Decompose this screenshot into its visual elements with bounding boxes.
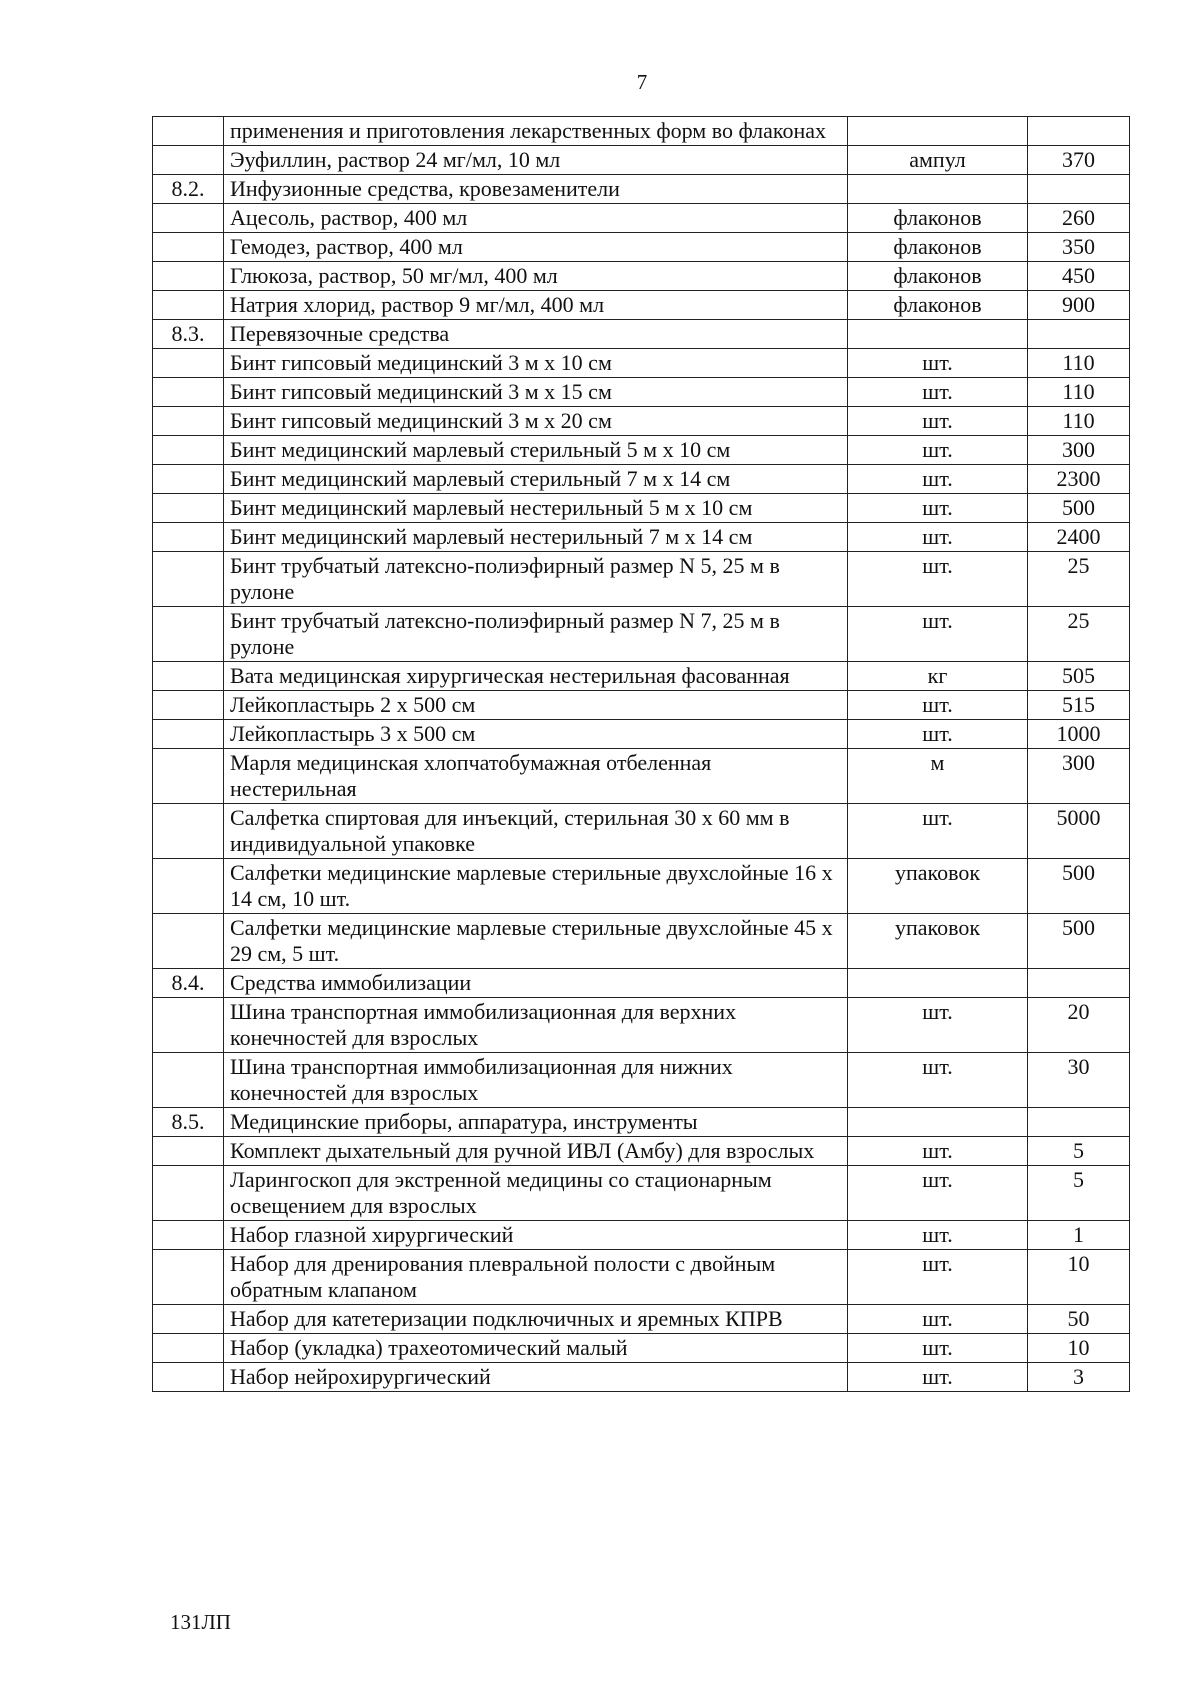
table-row bbox=[153, 914, 1130, 969]
table-row bbox=[153, 320, 1130, 349]
table-row bbox=[153, 117, 1130, 146]
item-name-cell: Салфетка спиртовая для инъекций, стерильная 30 x 60 мм в индивидуальной упаковке bbox=[224, 804, 848, 859]
table-row bbox=[153, 1250, 1130, 1305]
quantity-cell: 25 bbox=[1028, 552, 1130, 607]
item-number-cell bbox=[153, 117, 224, 146]
unit-cell bbox=[848, 320, 1028, 349]
quantity-cell bbox=[1028, 117, 1130, 146]
unit-cell: кг bbox=[848, 662, 1028, 691]
quantity-cell: 3 bbox=[1028, 1363, 1130, 1392]
item-number-cell bbox=[153, 607, 224, 662]
unit-cell: флаконов bbox=[848, 291, 1028, 320]
quantity-cell: 500 bbox=[1028, 494, 1130, 523]
unit-cell: шт. bbox=[848, 523, 1028, 552]
item-number-cell bbox=[153, 552, 224, 607]
item-name-cell: Бинт гипсовый медицинский 3 м x 15 см bbox=[224, 378, 848, 407]
quantity-cell: 300 bbox=[1028, 436, 1130, 465]
item-name-cell: Лейкопластырь 3 x 500 см bbox=[224, 720, 848, 749]
unit-cell: шт. bbox=[848, 349, 1028, 378]
item-number-cell bbox=[153, 691, 224, 720]
unit-cell: шт. bbox=[848, 494, 1028, 523]
table-row bbox=[153, 1108, 1130, 1137]
item-number-cell bbox=[153, 494, 224, 523]
item-name-cell: Средства иммобилизации bbox=[224, 969, 848, 998]
item-name-cell: Бинт медицинский марлевый нестерильный 5 м x 10 см bbox=[224, 494, 848, 523]
item-name-cell: Набор нейрохирургический bbox=[224, 1363, 848, 1392]
item-number-cell bbox=[153, 720, 224, 749]
item-number-cell bbox=[153, 1250, 224, 1305]
table-row bbox=[153, 1363, 1130, 1392]
item-name-cell: Бинт медицинский марлевый нестерильный 7 м x 14 см bbox=[224, 523, 848, 552]
table-row bbox=[153, 378, 1130, 407]
item-name-cell: Глюкоза, раствор, 50 мг/мл, 400 мл bbox=[224, 262, 848, 291]
quantity-cell: 300 bbox=[1028, 749, 1130, 804]
table-row bbox=[153, 1137, 1130, 1166]
item-number-cell bbox=[153, 1166, 224, 1221]
item-number-cell bbox=[153, 436, 224, 465]
item-name-cell: Комплект дыхательный для ручной ИВЛ (Амбу) для взрослых bbox=[224, 1137, 848, 1166]
quantity-cell: 500 bbox=[1028, 914, 1130, 969]
quantity-cell: 25 bbox=[1028, 607, 1130, 662]
item-name-cell: Набор глазной хирургический bbox=[224, 1221, 848, 1250]
item-name-cell: Вата медицинская хирургическая нестерильная фасованная bbox=[224, 662, 848, 691]
quantity-cell: 505 bbox=[1028, 662, 1130, 691]
table-row bbox=[153, 969, 1130, 998]
table-row bbox=[153, 749, 1130, 804]
unit-cell: шт. bbox=[848, 407, 1028, 436]
item-number-cell bbox=[153, 378, 224, 407]
item-number-cell: 8.4. bbox=[153, 969, 224, 998]
table-row bbox=[153, 465, 1130, 494]
item-number-cell: 8.5. bbox=[153, 1108, 224, 1137]
item-name-cell: Набор для дренирования плевральной полости с двойным обратным клапаном bbox=[224, 1250, 848, 1305]
item-number-cell: 8.3. bbox=[153, 320, 224, 349]
quantity-cell: 10 bbox=[1028, 1250, 1130, 1305]
unit-cell: упаковок bbox=[848, 859, 1028, 914]
quantity-cell: 350 bbox=[1028, 233, 1130, 262]
unit-cell: шт. bbox=[848, 1166, 1028, 1221]
item-name-cell: Салфетки медицинские марлевые стерильные двухслойные 16 x 14 см, 10 шт. bbox=[224, 859, 848, 914]
table-body bbox=[153, 117, 1130, 1392]
table-row bbox=[153, 407, 1130, 436]
unit-cell: шт. bbox=[848, 720, 1028, 749]
item-number-cell bbox=[153, 204, 224, 233]
quantity-cell bbox=[1028, 969, 1130, 998]
quantity-cell: 2300 bbox=[1028, 465, 1130, 494]
quantity-cell: 370 bbox=[1028, 146, 1130, 175]
item-name-cell: Ларингоскоп для экстренной медицины со стационарным освещением для взрослых bbox=[224, 1166, 848, 1221]
unit-cell: шт. bbox=[848, 1363, 1028, 1392]
item-name-cell: применения и приготовления лекарственных форм во флаконах bbox=[224, 117, 848, 146]
table-row bbox=[153, 175, 1130, 204]
item-name-cell: Бинт гипсовый медицинский 3 м x 20 см bbox=[224, 407, 848, 436]
quantity-cell: 30 bbox=[1028, 1053, 1130, 1108]
item-name-cell: Натрия хлорид, раствор 9 мг/мл, 400 мл bbox=[224, 291, 848, 320]
item-name-cell: Шина транспортная иммобилизационная для верхних конечностей для взрослых bbox=[224, 998, 848, 1053]
table-row bbox=[153, 349, 1130, 378]
table-row bbox=[153, 146, 1130, 175]
unit-cell: шт. bbox=[848, 1053, 1028, 1108]
item-name-cell: Эуфиллин, раствор 24 мг/мл, 10 мл bbox=[224, 146, 848, 175]
quantity-cell: 1000 bbox=[1028, 720, 1130, 749]
unit-cell: флаконов bbox=[848, 233, 1028, 262]
table-row bbox=[153, 291, 1130, 320]
item-number-cell bbox=[153, 1334, 224, 1363]
item-name-cell: Марля медицинская хлопчатобумажная отбеленная нестерильная bbox=[224, 749, 848, 804]
table-row bbox=[153, 204, 1130, 233]
quantity-cell: 20 bbox=[1028, 998, 1130, 1053]
quantity-cell: 5000 bbox=[1028, 804, 1130, 859]
table-row bbox=[153, 436, 1130, 465]
unit-cell: шт. bbox=[848, 436, 1028, 465]
item-name-cell: Гемодез, раствор, 400 мл bbox=[224, 233, 848, 262]
unit-cell: м bbox=[848, 749, 1028, 804]
item-number-cell bbox=[153, 804, 224, 859]
quantity-cell: 1 bbox=[1028, 1221, 1130, 1250]
item-number-cell bbox=[153, 662, 224, 691]
table-row bbox=[153, 1334, 1130, 1363]
item-name-cell: Инфузионные средства, кровезаменители bbox=[224, 175, 848, 204]
table-row bbox=[153, 1221, 1130, 1250]
item-name-cell: Набор (укладка) трахеотомический малый bbox=[224, 1334, 848, 1363]
unit-cell: шт. bbox=[848, 1305, 1028, 1334]
quantity-cell: 450 bbox=[1028, 262, 1130, 291]
item-name-cell: Перевязочные средства bbox=[224, 320, 848, 349]
item-name-cell: Набор для катетеризации подключичных и яремных КПРВ bbox=[224, 1305, 848, 1334]
item-name-cell: Бинт медицинский марлевый стерильный 7 м x 14 см bbox=[224, 465, 848, 494]
table-row bbox=[153, 1305, 1130, 1334]
quantity-cell bbox=[1028, 1108, 1130, 1137]
item-number-cell bbox=[153, 465, 224, 494]
quantity-cell: 110 bbox=[1028, 407, 1130, 436]
unit-cell: шт. bbox=[848, 552, 1028, 607]
table-row bbox=[153, 523, 1130, 552]
item-number-cell bbox=[153, 1363, 224, 1392]
quantity-cell: 5 bbox=[1028, 1166, 1130, 1221]
item-number-cell bbox=[153, 1221, 224, 1250]
unit-cell: шт. bbox=[848, 1250, 1028, 1305]
item-number-cell: 8.2. bbox=[153, 175, 224, 204]
item-name-cell: Бинт трубчатый латексно-полиэфирный размер N 5, 25 м в рулоне bbox=[224, 552, 848, 607]
unit-cell: флаконов bbox=[848, 262, 1028, 291]
unit-cell: шт. bbox=[848, 1137, 1028, 1166]
table-row bbox=[153, 1166, 1130, 1221]
quantity-cell bbox=[1028, 320, 1130, 349]
table-row bbox=[153, 998, 1130, 1053]
quantity-cell: 10 bbox=[1028, 1334, 1130, 1363]
unit-cell: шт. bbox=[848, 998, 1028, 1053]
item-name-cell: Бинт медицинский марлевый стерильный 5 м x 10 см bbox=[224, 436, 848, 465]
unit-cell: шт. bbox=[848, 1334, 1028, 1363]
item-name-cell: Салфетки медицинские марлевые стерильные двухслойные 45 x 29 см, 5 шт. bbox=[224, 914, 848, 969]
item-number-cell bbox=[153, 1305, 224, 1334]
quantity-cell: 110 bbox=[1028, 378, 1130, 407]
supplies-table bbox=[152, 116, 1130, 1392]
table-row bbox=[153, 804, 1130, 859]
quantity-cell: 5 bbox=[1028, 1137, 1130, 1166]
table-row bbox=[153, 494, 1130, 523]
table-row bbox=[153, 720, 1130, 749]
unit-cell bbox=[848, 1108, 1028, 1137]
item-name-cell: Ацесоль, раствор, 400 мл bbox=[224, 204, 848, 233]
quantity-cell: 50 bbox=[1028, 1305, 1130, 1334]
item-number-cell bbox=[153, 859, 224, 914]
quantity-cell: 260 bbox=[1028, 204, 1130, 233]
unit-cell: флаконов bbox=[848, 204, 1028, 233]
table-row bbox=[153, 233, 1130, 262]
table-row bbox=[153, 662, 1130, 691]
unit-cell: упаковок bbox=[848, 914, 1028, 969]
item-number-cell bbox=[153, 146, 224, 175]
unit-cell: шт. bbox=[848, 607, 1028, 662]
footer-code: 131ЛП bbox=[170, 1610, 231, 1634]
item-number-cell bbox=[153, 233, 224, 262]
unit-cell: шт. bbox=[848, 1221, 1028, 1250]
item-name-cell: Шина транспортная иммобилизационная для нижних конечностей для взрослых bbox=[224, 1053, 848, 1108]
item-number-cell bbox=[153, 749, 224, 804]
item-number-cell bbox=[153, 998, 224, 1053]
unit-cell: ампул bbox=[848, 146, 1028, 175]
table-row bbox=[153, 607, 1130, 662]
table-row bbox=[153, 1053, 1130, 1108]
item-number-cell bbox=[153, 914, 224, 969]
unit-cell: шт. bbox=[848, 378, 1028, 407]
unit-cell bbox=[848, 969, 1028, 998]
unit-cell bbox=[848, 175, 1028, 204]
item-name-cell: Медицинские приборы, аппаратура, инструменты bbox=[224, 1108, 848, 1137]
table-row bbox=[153, 859, 1130, 914]
quantity-cell: 2400 bbox=[1028, 523, 1130, 552]
unit-cell: шт. bbox=[848, 465, 1028, 494]
item-number-cell bbox=[153, 349, 224, 378]
quantity-cell: 110 bbox=[1028, 349, 1130, 378]
item-number-cell bbox=[153, 1137, 224, 1166]
quantity-cell: 500 bbox=[1028, 859, 1130, 914]
page-number: 7 bbox=[636, 70, 648, 94]
item-number-cell bbox=[153, 1053, 224, 1108]
item-number-cell bbox=[153, 291, 224, 320]
item-name-cell: Лейкопластырь 2 x 500 см bbox=[224, 691, 848, 720]
table-row bbox=[153, 262, 1130, 291]
unit-cell bbox=[848, 117, 1028, 146]
quantity-cell: 900 bbox=[1028, 291, 1130, 320]
item-name-cell: Бинт трубчатый латексно-полиэфирный размер N 7, 25 м в рулоне bbox=[224, 607, 848, 662]
quantity-cell: 515 bbox=[1028, 691, 1130, 720]
quantity-cell bbox=[1028, 175, 1130, 204]
unit-cell: шт. bbox=[848, 804, 1028, 859]
unit-cell: шт. bbox=[848, 691, 1028, 720]
item-number-cell bbox=[153, 407, 224, 436]
item-number-cell bbox=[153, 523, 224, 552]
table-row bbox=[153, 691, 1130, 720]
item-name-cell: Бинт гипсовый медицинский 3 м x 10 см bbox=[224, 349, 848, 378]
item-number-cell bbox=[153, 262, 224, 291]
table-row bbox=[153, 552, 1130, 607]
